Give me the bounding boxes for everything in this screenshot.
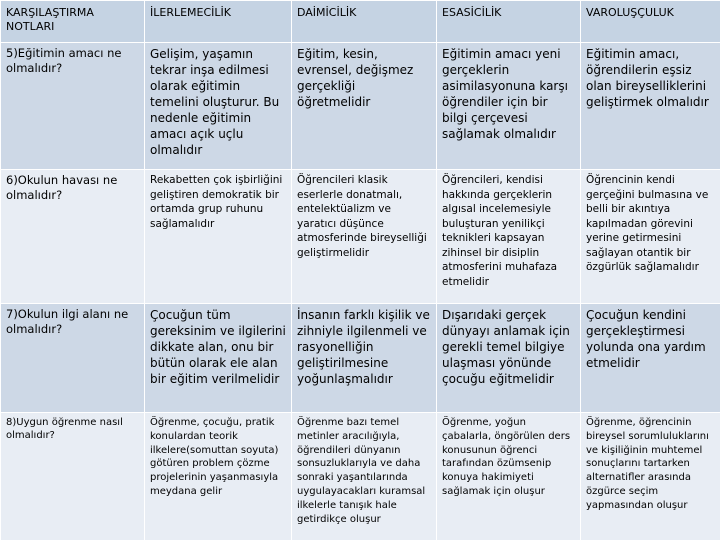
row-question: 7)Okulun ilgi alanı ne olmalıdır? — [1, 304, 145, 413]
header-progressivism: İLERLEMECİLİK — [145, 1, 292, 43]
table-cell: Öğrencinin kendi gerçeğini bulmasına ve belli bir akıntıya kapılmadan görevini yerine getirmesini sağlayan otantik bir özgürlük sağlamalıdır — [581, 170, 720, 304]
table-cell: Eğitimin amacı yeni gerçeklerin asimilasyonuna karşı öğrendiler için bir bilgi çerçevesi sağlamak olmalıdır — [437, 43, 581, 170]
row-question: 5)Eğitimin amacı ne olmalıdır? — [1, 43, 145, 170]
table-cell: İnsanın farklı kişilik ve zihniyle ilgilenmeli ve rasyonelliğin geliştirilmesine yoğunlaşmalıdır — [292, 304, 437, 413]
header-comparison-notes: KARŞILAŞTIRMA NOTLARI — [1, 1, 145, 43]
header-essentialism: ESASİCİLİK — [437, 1, 581, 43]
header-existentialism: VAROLUŞÇULUK — [581, 1, 720, 43]
table-cell: Eğitimin amacı, öğrendilerin eşsiz olan bireyselliklerini geliştirmek olmalıdır — [581, 43, 720, 170]
table-cell: Eğitim, kesin, evrensel, değişmez gerçekliği öğretmelidir — [292, 43, 437, 170]
table-cell: Öğrencileri klasik eserlerle donatmalı, entelektüalizm ve yaratıcı düşünce atmosferinde bireyselliği geliştirmelidir — [292, 170, 437, 304]
table-cell: Öğrenme, yoğun çabalarla, öngörülen ders konusunun öğrenci tarafından özümsenip konuya hakimiyeti sağlamak için oluşur — [437, 413, 581, 541]
table-cell: Öğrenme, çocuğu, pratik konulardan teorik ilkelere(somuttan soyuta) götüren problem çözme projelerinin yaşanmasıyla meydana gelir — [145, 413, 292, 541]
table-cell: Dışarıdaki gerçek dünyayı anlamak için gerekli temel bilgiye ulaşması yönünde çocuğu eğitmelidir — [437, 304, 581, 413]
table-cell: Öğrencileri, kendisi hakkında gerçeklerin algısal incelemesiyle buluşturan yenilikçi teknikleri kapsayan zihinsel bir disiplin atmosferini muhafaza etmelidir — [437, 170, 581, 304]
table-cell: Çocuğun tüm gereksinim ve ilgilerini dikkate alan, onu bir bütün olarak ele alan bir eğitim verilmelidir — [145, 304, 292, 413]
header-row — [1, 1, 720, 43]
row-question: 8)Uygun öğrenme nasıl olmalıdır? — [1, 413, 145, 541]
table-cell: Çocuğun kendini gerçekleştirmesi yolunda ona yardım etmelidir — [581, 304, 720, 413]
table-cell: Öğrenme bazı temel metinler aracılığıyla, öğrendileri dünyanın sonsuzluklarıyla ve daha sonraki yaşantılarında uygulayacakları kuramsal ilkelerle tanışık hale getirdikçe oluşur — [292, 413, 437, 541]
table-row — [1, 304, 720, 413]
table-row — [1, 413, 720, 541]
table-row — [1, 170, 720, 304]
table-row — [1, 43, 720, 170]
header-perennialism: DAİMİCİLİK — [292, 1, 437, 43]
table-cell: Gelişim, yaşamın tekrar inşa edilmesi olarak eğitimin temelini oluşturur. Bu nedenle eğitimin amacı açık uçlu olmalıdır — [145, 43, 292, 170]
table-cell: Rekabetten çok işbirliğini geliştiren demokratik bir ortamda grup ruhunu sağlamalıdır — [145, 170, 292, 304]
table-cell: Öğrenme, öğrencinin bireysel sorumluluklarını ve kişiliğinin muhtemel sonuçlarını tartarken alternatifler arasında özgürce seçim yapmasından oluşur — [581, 413, 720, 541]
row-question: 6)Okulun havası ne olmalıdır? — [1, 170, 145, 304]
